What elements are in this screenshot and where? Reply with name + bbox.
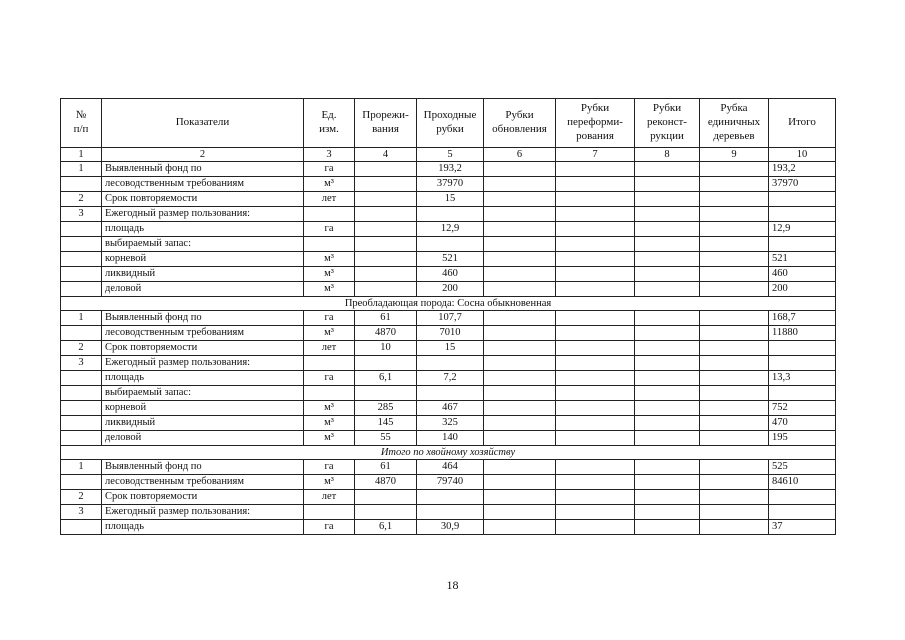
value-cell: [635, 192, 700, 207]
value-cell: 61: [355, 311, 417, 326]
unit-cell: м³: [304, 416, 355, 431]
row-number: [61, 475, 102, 490]
value-cell: [484, 371, 556, 386]
value-cell: 521: [769, 252, 836, 267]
value-cell: [769, 207, 836, 222]
indicator-cell: корневой: [102, 252, 304, 267]
value-cell: 6,1: [355, 520, 417, 535]
row-number: 3: [61, 356, 102, 371]
table-row: [61, 401, 836, 416]
value-cell: [556, 311, 635, 326]
value-cell: [556, 520, 635, 535]
unit-cell: м³: [304, 431, 355, 446]
value-cell: [635, 207, 700, 222]
unit-cell: [304, 505, 355, 520]
unit-cell: [304, 356, 355, 371]
value-cell: [635, 177, 700, 192]
row-number: 2: [61, 192, 102, 207]
value-cell: 15: [417, 192, 484, 207]
table-row: [61, 520, 836, 535]
value-cell: [700, 356, 769, 371]
value-cell: 13,3: [769, 371, 836, 386]
value-cell: [769, 237, 836, 252]
value-cell: [556, 177, 635, 192]
unit-cell: га: [304, 311, 355, 326]
table-row: [61, 505, 836, 520]
section-title: Преобладающая порода: Сосна обыкновенная: [61, 297, 836, 311]
indicator-cell: Срок повторяемости: [102, 341, 304, 356]
value-cell: [635, 311, 700, 326]
value-cell: 7,2: [417, 371, 484, 386]
value-cell: 200: [769, 282, 836, 297]
value-cell: [700, 520, 769, 535]
value-cell: 15: [417, 341, 484, 356]
value-cell: [769, 192, 836, 207]
table-row: [61, 460, 836, 475]
value-cell: [700, 177, 769, 192]
value-cell: [635, 162, 700, 177]
forest-use-table: [60, 98, 836, 535]
value-cell: [556, 401, 635, 416]
value-cell: [355, 177, 417, 192]
value-cell: 460: [769, 267, 836, 282]
row-number: [61, 282, 102, 297]
value-cell: [700, 401, 769, 416]
value-cell: [635, 222, 700, 237]
value-cell: [700, 386, 769, 401]
unit-cell: м³: [304, 475, 355, 490]
value-cell: 107,7: [417, 311, 484, 326]
value-cell: [635, 520, 700, 535]
column-header: Рубка единичных деревьев: [700, 99, 769, 148]
column-number: 9: [700, 148, 769, 162]
value-cell: [635, 326, 700, 341]
value-cell: [635, 341, 700, 356]
value-cell: [635, 490, 700, 505]
indicator-cell: Срок повторяемости: [102, 490, 304, 505]
value-cell: [484, 356, 556, 371]
value-cell: 12,9: [417, 222, 484, 237]
indicator-cell: лесоводственным требованиям: [102, 326, 304, 341]
row-number: [61, 401, 102, 416]
column-number-row: [61, 148, 836, 162]
value-cell: [484, 207, 556, 222]
value-cell: [355, 192, 417, 207]
value-cell: [355, 386, 417, 401]
value-cell: [355, 207, 417, 222]
value-cell: [484, 326, 556, 341]
indicator-cell: площадь: [102, 222, 304, 237]
row-number: [61, 177, 102, 192]
value-cell: [417, 505, 484, 520]
value-cell: [556, 490, 635, 505]
value-cell: [355, 490, 417, 505]
value-cell: [556, 237, 635, 252]
unit-cell: га: [304, 371, 355, 386]
unit-cell: лет: [304, 341, 355, 356]
row-number: [61, 416, 102, 431]
value-cell: [484, 416, 556, 431]
table-row: [61, 386, 836, 401]
row-number: 3: [61, 207, 102, 222]
table-row: [61, 267, 836, 282]
value-cell: [556, 326, 635, 341]
table-row: [61, 192, 836, 207]
row-number: 1: [61, 460, 102, 475]
value-cell: [417, 356, 484, 371]
table-row: [61, 431, 836, 446]
value-cell: [355, 237, 417, 252]
column-header: Показатели: [102, 99, 304, 148]
value-cell: [635, 282, 700, 297]
value-cell: 37970: [417, 177, 484, 192]
indicator-cell: лесоводственным требованиям: [102, 177, 304, 192]
value-cell: [635, 416, 700, 431]
unit-cell: м³: [304, 252, 355, 267]
indicator-cell: Выявленный фонд по: [102, 162, 304, 177]
indicator-cell: ликвидный: [102, 416, 304, 431]
value-cell: 11880: [769, 326, 836, 341]
value-cell: [484, 505, 556, 520]
table-row: [61, 326, 836, 341]
value-cell: [484, 252, 556, 267]
indicator-cell: ликвидный: [102, 267, 304, 282]
value-cell: 7010: [417, 326, 484, 341]
table-row: [61, 177, 836, 192]
row-number: [61, 520, 102, 535]
column-number: 10: [769, 148, 836, 162]
value-cell: [556, 252, 635, 267]
indicator-cell: выбираемый запас:: [102, 386, 304, 401]
column-number: 3: [304, 148, 355, 162]
value-cell: [700, 282, 769, 297]
value-cell: [700, 252, 769, 267]
value-cell: [556, 192, 635, 207]
row-number: [61, 222, 102, 237]
value-cell: [700, 431, 769, 446]
table-row: [61, 311, 836, 326]
value-cell: [556, 460, 635, 475]
value-cell: [355, 282, 417, 297]
indicator-cell: Ежегодный размер пользования:: [102, 356, 304, 371]
value-cell: [484, 162, 556, 177]
value-cell: 168,7: [769, 311, 836, 326]
value-cell: [355, 222, 417, 237]
section-row: [61, 446, 836, 460]
value-cell: 470: [769, 416, 836, 431]
value-cell: 61: [355, 460, 417, 475]
indicator-cell: корневой: [102, 401, 304, 416]
table-body: [61, 162, 836, 535]
section-row: [61, 297, 836, 311]
value-cell: 525: [769, 460, 836, 475]
table-row: [61, 416, 836, 431]
value-cell: [700, 460, 769, 475]
value-cell: [556, 267, 635, 282]
value-cell: 4870: [355, 475, 417, 490]
indicator-cell: Выявленный фонд по: [102, 460, 304, 475]
unit-cell: [304, 207, 355, 222]
value-cell: [556, 222, 635, 237]
value-cell: [700, 237, 769, 252]
indicator-cell: Ежегодный размер пользования:: [102, 207, 304, 222]
value-cell: 6,1: [355, 371, 417, 386]
table-row: [61, 207, 836, 222]
row-number: [61, 267, 102, 282]
value-cell: 195: [769, 431, 836, 446]
column-number: 1: [61, 148, 102, 162]
value-cell: [484, 520, 556, 535]
row-number: [61, 386, 102, 401]
value-cell: 193,2: [417, 162, 484, 177]
value-cell: [635, 431, 700, 446]
value-cell: 460: [417, 267, 484, 282]
unit-cell: м³: [304, 282, 355, 297]
indicator-cell: деловой: [102, 282, 304, 297]
value-cell: [355, 162, 417, 177]
unit-cell: га: [304, 222, 355, 237]
column-header: Итого: [769, 99, 836, 148]
table-row: [61, 162, 836, 177]
value-cell: 285: [355, 401, 417, 416]
value-cell: [635, 475, 700, 490]
indicator-cell: выбираемый запас:: [102, 237, 304, 252]
value-cell: [635, 401, 700, 416]
indicator-cell: Срок повторяемости: [102, 192, 304, 207]
column-number: 7: [556, 148, 635, 162]
value-cell: 464: [417, 460, 484, 475]
value-cell: [556, 386, 635, 401]
value-cell: [700, 475, 769, 490]
table-row: [61, 475, 836, 490]
indicator-cell: площадь: [102, 371, 304, 386]
value-cell: [556, 431, 635, 446]
unit-cell: га: [304, 520, 355, 535]
column-number: 6: [484, 148, 556, 162]
indicator-cell: Ежегодный размер пользования:: [102, 505, 304, 520]
value-cell: [484, 431, 556, 446]
column-number: 5: [417, 148, 484, 162]
value-cell: [700, 192, 769, 207]
value-cell: [484, 237, 556, 252]
column-number: 4: [355, 148, 417, 162]
table-row: [61, 356, 836, 371]
section-title: Итого по хвойному хозяйству: [61, 446, 836, 460]
value-cell: [556, 505, 635, 520]
value-cell: 10: [355, 341, 417, 356]
unit-cell: м³: [304, 267, 355, 282]
value-cell: [417, 207, 484, 222]
value-cell: [700, 311, 769, 326]
value-cell: 467: [417, 401, 484, 416]
value-cell: 521: [417, 252, 484, 267]
value-cell: [635, 386, 700, 401]
value-cell: [484, 192, 556, 207]
value-cell: [635, 505, 700, 520]
value-cell: 752: [769, 401, 836, 416]
row-number: 1: [61, 311, 102, 326]
page-number: 18: [446, 578, 459, 592]
value-cell: [700, 505, 769, 520]
table-row: [61, 282, 836, 297]
table-row: [61, 237, 836, 252]
indicator-cell: деловой: [102, 431, 304, 446]
value-cell: [700, 371, 769, 386]
value-cell: [700, 490, 769, 505]
value-cell: [556, 356, 635, 371]
unit-cell: м³: [304, 401, 355, 416]
unit-cell: [304, 237, 355, 252]
value-cell: [700, 416, 769, 431]
value-cell: [635, 267, 700, 282]
table-row: [61, 371, 836, 386]
column-number: 2: [102, 148, 304, 162]
value-cell: [556, 162, 635, 177]
value-cell: [355, 505, 417, 520]
value-cell: 200: [417, 282, 484, 297]
value-cell: 84610: [769, 475, 836, 490]
value-cell: [556, 207, 635, 222]
value-cell: [635, 252, 700, 267]
value-cell: 79740: [417, 475, 484, 490]
value-cell: [700, 326, 769, 341]
value-cell: 145: [355, 416, 417, 431]
row-number: [61, 326, 102, 341]
value-cell: 55: [355, 431, 417, 446]
value-cell: [484, 460, 556, 475]
indicator-cell: площадь: [102, 520, 304, 535]
row-number: [61, 371, 102, 386]
value-cell: [355, 267, 417, 282]
table-row: [61, 490, 836, 505]
column-header: Проходные рубки: [417, 99, 484, 148]
column-number: 8: [635, 148, 700, 162]
value-cell: [769, 356, 836, 371]
value-cell: [556, 475, 635, 490]
column-header: Прорежи- вания: [355, 99, 417, 148]
unit-cell: [304, 386, 355, 401]
value-cell: [635, 371, 700, 386]
value-cell: [556, 371, 635, 386]
table-row: [61, 341, 836, 356]
value-cell: 37: [769, 520, 836, 535]
value-cell: 4870: [355, 326, 417, 341]
unit-cell: га: [304, 460, 355, 475]
value-cell: [700, 222, 769, 237]
table-header: [61, 99, 836, 162]
value-cell: [484, 267, 556, 282]
table-row: [61, 252, 836, 267]
value-cell: [484, 386, 556, 401]
value-cell: [635, 356, 700, 371]
value-cell: [556, 282, 635, 297]
unit-cell: лет: [304, 192, 355, 207]
value-cell: [484, 341, 556, 356]
value-cell: 325: [417, 416, 484, 431]
value-cell: 37970: [769, 177, 836, 192]
unit-cell: га: [304, 162, 355, 177]
value-cell: [484, 475, 556, 490]
value-cell: [769, 505, 836, 520]
row-number: 1: [61, 162, 102, 177]
value-cell: [635, 460, 700, 475]
value-cell: [484, 311, 556, 326]
value-cell: 12,9: [769, 222, 836, 237]
column-header: Рубки переформи- рования: [556, 99, 635, 148]
column-header: Рубки реконст- рукции: [635, 99, 700, 148]
header-row: [61, 99, 836, 148]
value-cell: [355, 252, 417, 267]
value-cell: 140: [417, 431, 484, 446]
value-cell: [769, 490, 836, 505]
table-row: [61, 222, 836, 237]
value-cell: [417, 237, 484, 252]
column-header: Рубки обновления: [484, 99, 556, 148]
unit-cell: м³: [304, 177, 355, 192]
value-cell: [769, 341, 836, 356]
column-header: № п/п: [61, 99, 102, 148]
unit-cell: м³: [304, 326, 355, 341]
value-cell: [417, 386, 484, 401]
row-number: 2: [61, 490, 102, 505]
row-number: 3: [61, 505, 102, 520]
value-cell: [769, 386, 836, 401]
indicator-cell: Выявленный фонд по: [102, 311, 304, 326]
value-cell: [635, 237, 700, 252]
value-cell: [355, 356, 417, 371]
row-number: [61, 431, 102, 446]
value-cell: [484, 490, 556, 505]
value-cell: 193,2: [769, 162, 836, 177]
value-cell: [556, 416, 635, 431]
value-cell: [700, 207, 769, 222]
value-cell: [700, 162, 769, 177]
row-number: [61, 237, 102, 252]
value-cell: [484, 222, 556, 237]
value-cell: [700, 341, 769, 356]
value-cell: [556, 341, 635, 356]
indicator-cell: лесоводственным требованиям: [102, 475, 304, 490]
row-number: [61, 252, 102, 267]
column-header: Ед. изм.: [304, 99, 355, 148]
value-cell: [700, 267, 769, 282]
row-number: 2: [61, 341, 102, 356]
value-cell: 30,9: [417, 520, 484, 535]
value-cell: [417, 490, 484, 505]
value-cell: [484, 401, 556, 416]
value-cell: [484, 282, 556, 297]
value-cell: [484, 177, 556, 192]
unit-cell: лет: [304, 490, 355, 505]
